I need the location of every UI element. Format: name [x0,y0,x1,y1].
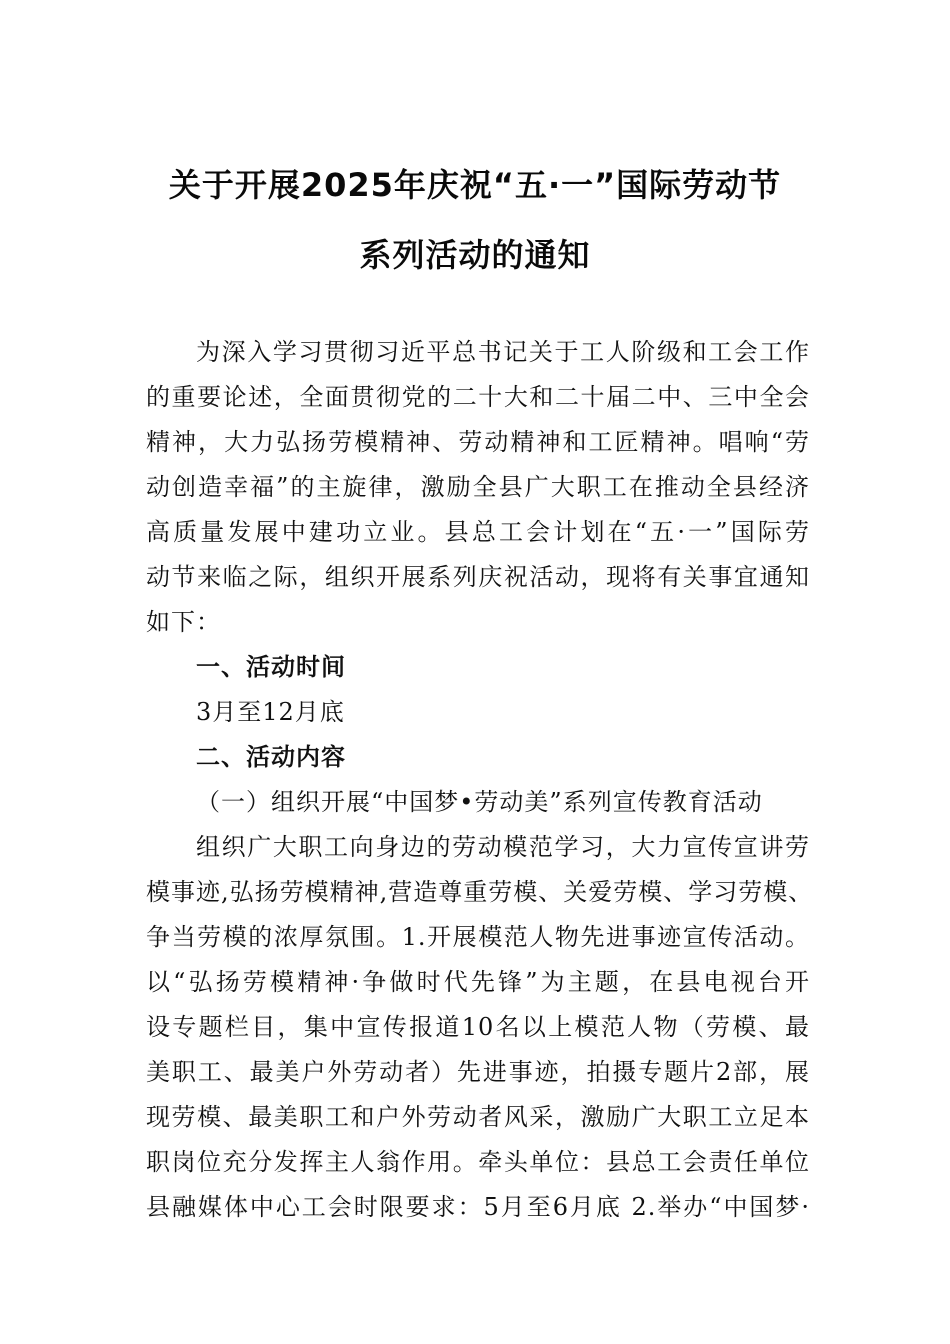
subsection-paragraph-line: 美职工、最美户外劳动者）先进事迹，拍摄专题片2部，展 [146,1058,810,1086]
document-title-line-1: 关于开展2025年庆祝“五·一”国际劳动节 [168,166,782,204]
subsection-paragraph-line: 模事迹,弘扬劳模精神,营造尊重劳模、关爱劳模、学习劳模、 [146,878,814,906]
intro-paragraph-line: 动节来临之际，组织开展系列庆祝活动，现将有关事宜通知 [146,563,810,591]
subsection-paragraph-line: 争当劳模的浓厚氛围。1.开展模范人物先进事迹宣传活动。 [146,923,810,951]
activity-time-text: 3月至12月底 [196,698,345,726]
subsection-paragraph-line: 职岗位充分发挥主人翁作用。牵头单位：县总工会责任单位 [146,1148,810,1176]
subsection-paragraph-line: 组织广大职工向身边的劳动模范学习，大力宣传宣讲劳 [196,833,810,861]
intro-paragraph-line: 如下： [146,608,221,636]
document-body [146,330,814,1230]
document-title-line-2: 系列活动的通知 [359,236,591,274]
section-heading-activity-content: 二、活动内容 [196,743,346,771]
subsection-paragraph-line: 设专题栏目，集中宣传报道10名以上模范人物（劳模、最 [146,1013,810,1041]
intro-paragraph-line: 为深入学习贯彻习近平总书记关于工人阶级和工会工作 [196,338,810,366]
section-heading-activity-time: 一、活动时间 [196,653,346,681]
subsection-heading-1: （一）组织开展“中国梦•劳动美”系列宣传教育活动 [196,788,763,816]
subsection-paragraph-line: 以“弘扬劳模精神·争做时代先锋”为主题，在县电视台开 [146,968,810,996]
subsection-paragraph-line: 县融媒体中心工会时限要求：5月至6月底 2.举办“中国梦· [146,1193,810,1221]
subsection-paragraph-line: 现劳模、最美职工和户外劳动者风采，激励广大职工立足本 [146,1103,810,1131]
intro-paragraph-line: 高质量发展中建功立业。县总工会计划在“五·一”国际劳 [146,518,810,546]
intro-paragraph-line: 的重要论述，全面贯彻党的二十大和二十届二中、三中全会 [146,383,810,411]
intro-paragraph-line: 动创造幸福”的主旋律，激励全县广大职工在推动全县经济 [146,473,810,501]
intro-paragraph-line: 精神，大力弘扬劳模精神、劳动精神和工匠精神。唱响“劳 [146,428,810,456]
